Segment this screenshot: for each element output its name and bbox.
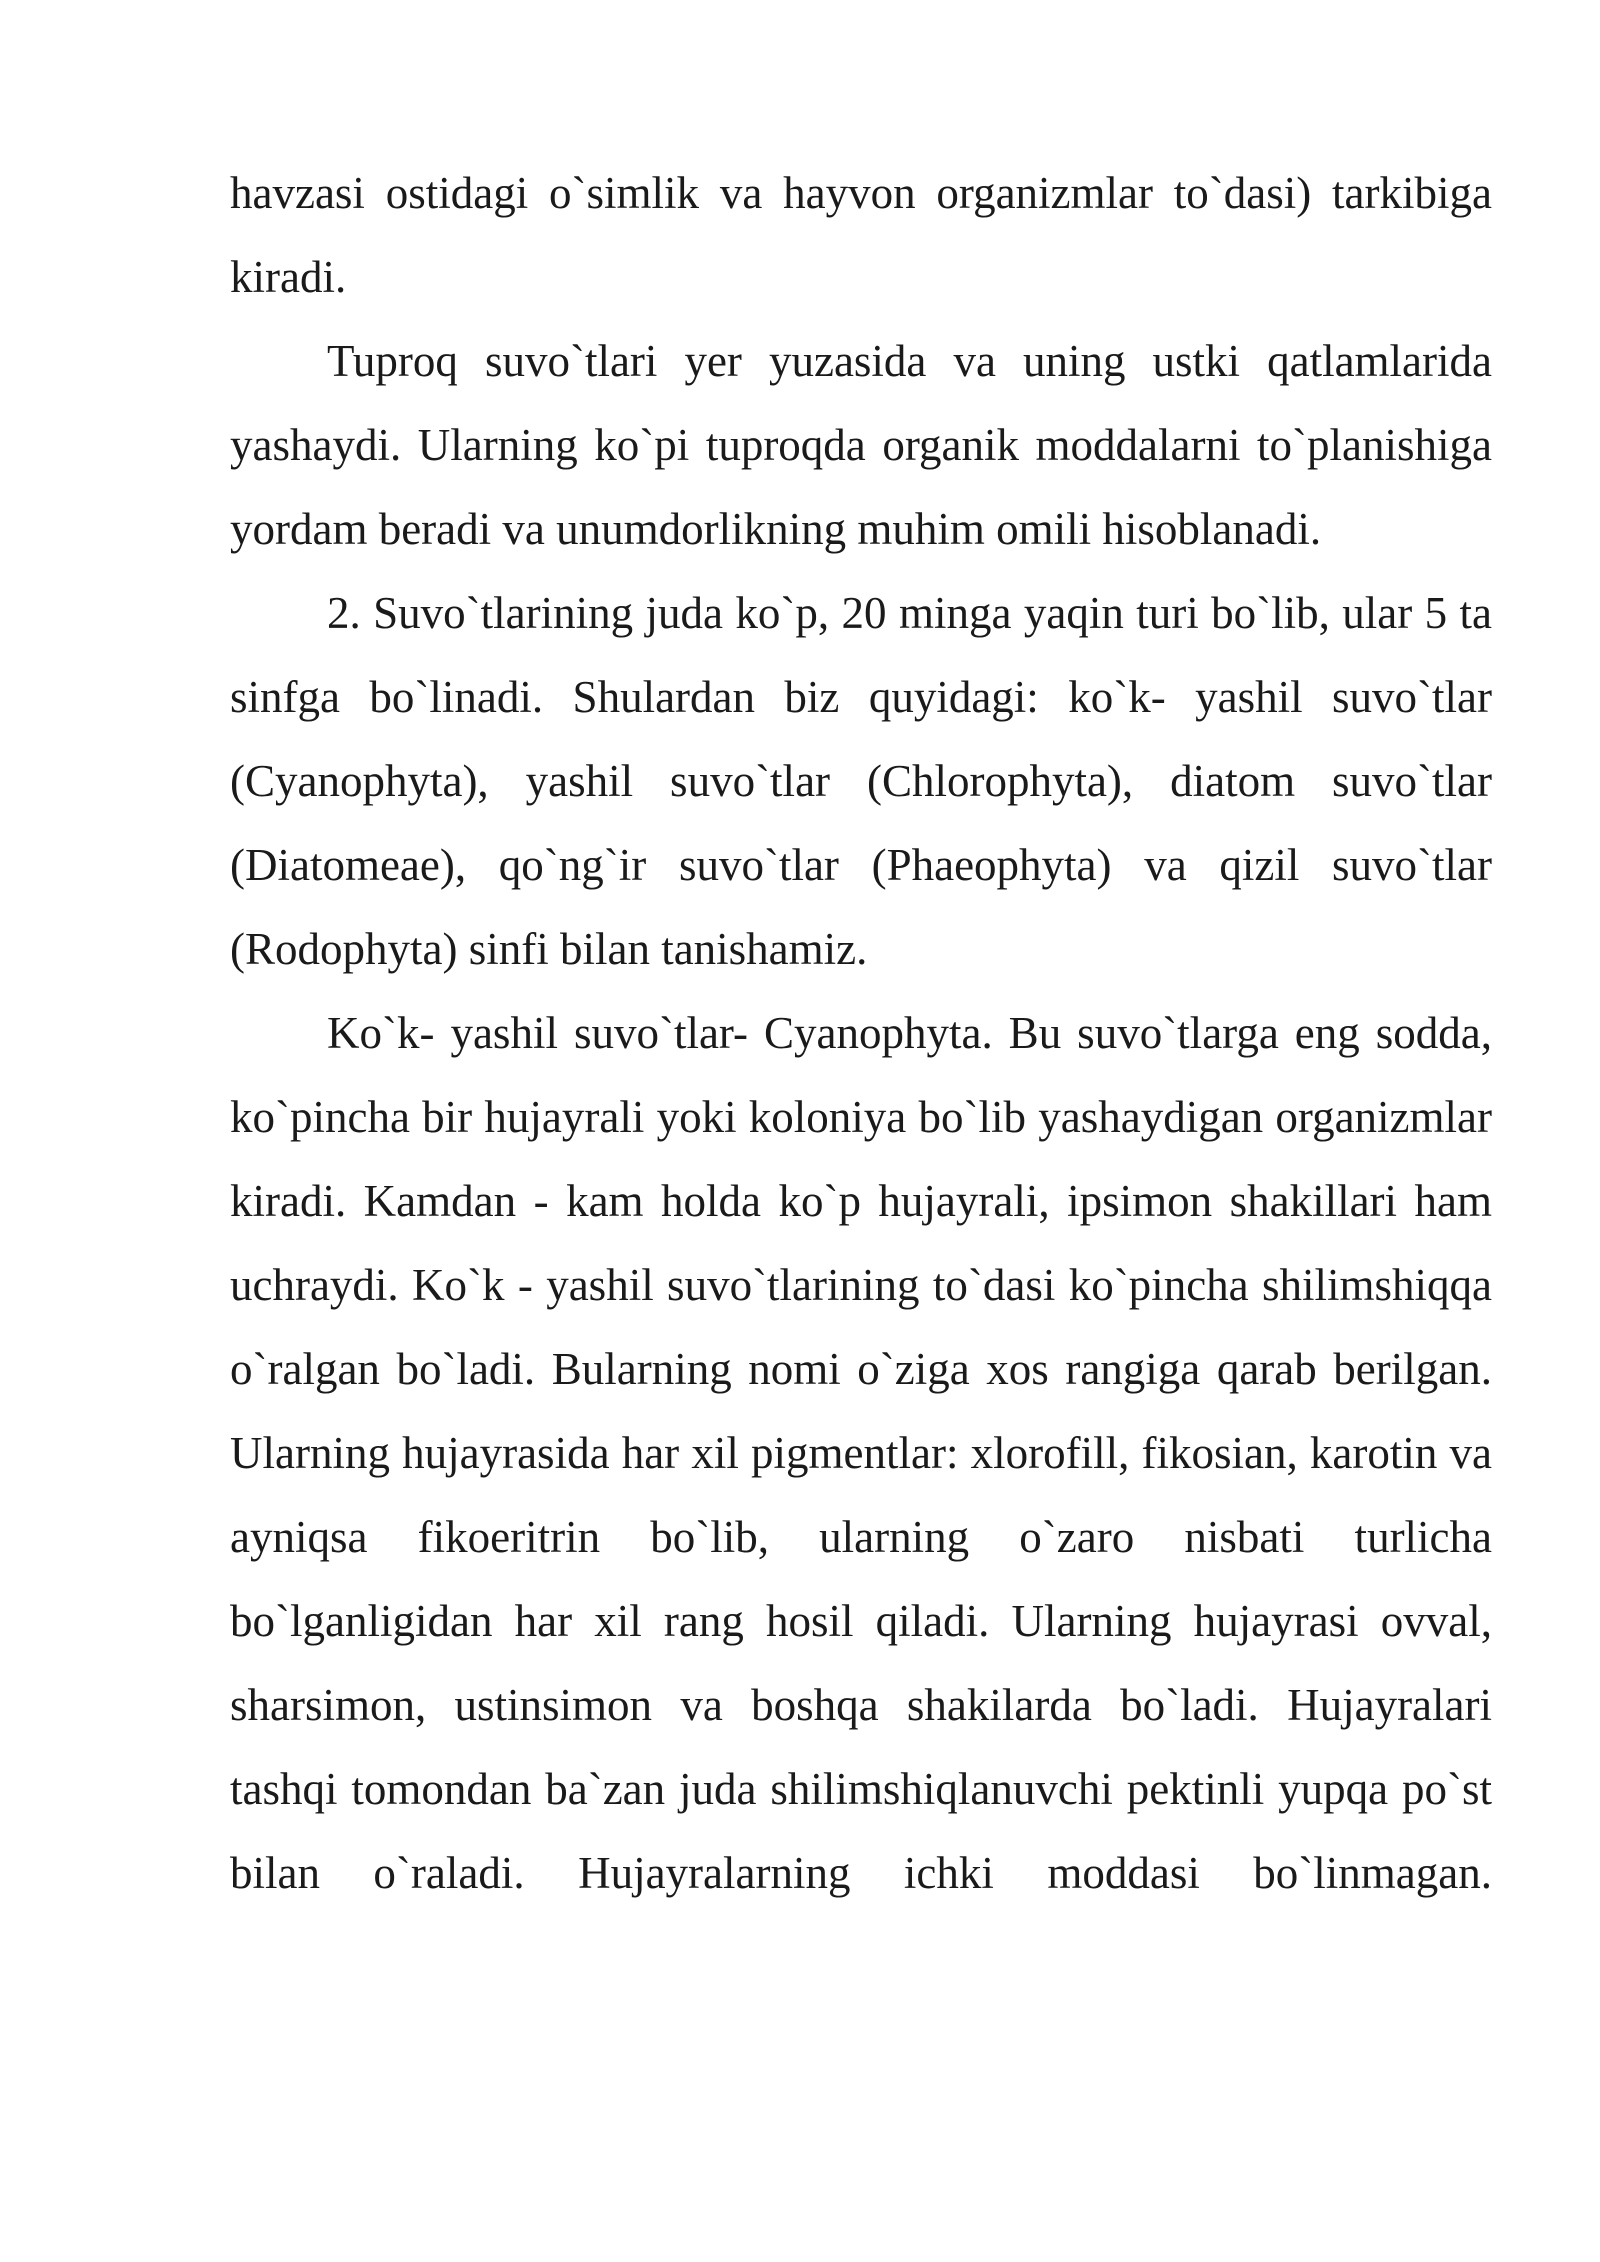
paragraph-algae-classes: 2. Suvo`tlarining juda ko`p, 20 minga yaqin turi bo`lib, ular 5 ta sinfga bo`linadi. Shulardan biz quyidagi: ko`k- yashil suvo`tlar (Cyanophyta), yashil suvo`tlar (Chlorophyta), diatom suvo`tlar (Diatomeae), qo`ng`ir suvo`tlar (Phaeophyta) va qizil suvo`tlar (Rodophyta) sinfi bilan tanishamiz. [230, 588, 1492, 974]
document-page [230, 151, 1492, 1915]
paragraph-continuation: havzasi ostidagi o`simlik va hayvon organizmlar to`dasi) tarkibiga kiradi. [230, 168, 1492, 302]
paragraph-soil-algae: Tuproq suvo`tlari yer yuzasida va uning ustki qatlamlarida yashaydi. Ularning ko`pi tuproqda organik moddalarni to`planishiga yordam beradi va unumdorlikning muhim omili hisoblanadi. [230, 336, 1492, 554]
paragraph-cyanophyta: Ko`k- yashil suvo`tlar- Cyanophyta. Bu suvo`tlarga eng sodda, ko`pincha bir hujayrali yoki koloniya bo`lib yashaydigan organizmlar kiradi. Kamdan - kam holda ko`p hujayrali, ipsimon shakillari ham uchraydi. Ko`k - yashil suvo`tlarining to`dasi ko`pincha shilimshiqqa o`ralgan bo`ladi. Bularning nomi o`ziga xos rangiga qarab berilgan. Ularning hujayrasida har xil pigmentlar: xlorofill, fikosian, karotin va ayniqsa fikoeritrin bo`lib, ularning o`zaro nisbati turlicha bo`lganligidan har xil rang hosil qiladi. Ularning hujayrasi ovval, sharsimon, ustinsimon va boshqa shakilarda bo`ladi. Hujayralari tashqi tomondan ba`zan juda shilimshiqlanuvchi pektinli yupqa po`st bilan o`raladi. Hujayralarning ichki moddasi bo`linmagan. [230, 1008, 1492, 1898]
